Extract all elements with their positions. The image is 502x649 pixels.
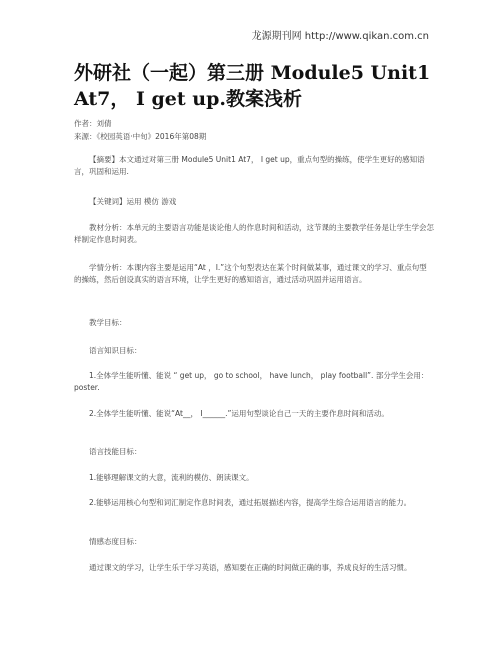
keywords: 【关键词】运用 模仿 游戏	[89, 197, 177, 206]
site-header: 龙源期刊网 http://www.qikan.com.cn	[251, 31, 429, 42]
skills-heading: 语言技能目标：	[89, 447, 142, 456]
student-analysis: 学情分析：本课内容主要是运用“At ，I.”这个句型表达在某个时间做某事，通过课文的学习、重点句型的操练，然后创设真实的语言环境，让学生更好的感知语言，通过活动巩固并运用语言。	[74, 263, 427, 284]
attitude-goal-1: 通过课文的学习，让学生乐于学习英语，感知要在正确的时间做正确的事，养成良好的生活习惯。	[89, 563, 412, 572]
source: 来源：《校园英语·中旬》2016年第08期	[74, 132, 207, 141]
article-title	[74, 60, 454, 112]
author: 作者：刘倩	[74, 119, 112, 128]
goals-heading: 教学目标：	[89, 318, 127, 327]
title-line-2: At7， I get up.教案浅析	[74, 88, 303, 110]
knowledge-goal-2: 2.全体学生能听懂、能说“At__， I______.”运用句型谈论自己一天的主要作息时间和活动。	[89, 409, 389, 418]
knowledge-heading: 语言知识目标：	[89, 346, 142, 355]
skills-goal-1: 1.能够理解课文的大意，流利的模仿、朗读课文。	[89, 473, 254, 482]
title-line-1: 外研社（一起）第三册 Module5 Unit1	[74, 62, 431, 84]
material-analysis: 教材分析：本单元的主要语言功能是谈论他人的作息时间和活动，这节课的主要教学任务是让学生学会怎样制定作息时间表。	[74, 223, 434, 244]
skills-goal-2: 2.能够运用核心句型和词汇制定作息时间表，通过拓展描述内容，提高学生综合运用语言的能力。	[89, 498, 412, 507]
abstract: 【摘要】本文通过对第三册 Module5 Unit1 At7， I get up，重点句型的操练，使学生更好的感知语言，巩固和运用.	[74, 155, 425, 176]
attitude-heading: 情感态度目标：	[89, 537, 142, 546]
knowledge-goal-1: 1.全体学生能听懂、能说 “ get up， go to school， have lunch， play football”. 部分学生会用： poster.	[74, 371, 429, 392]
